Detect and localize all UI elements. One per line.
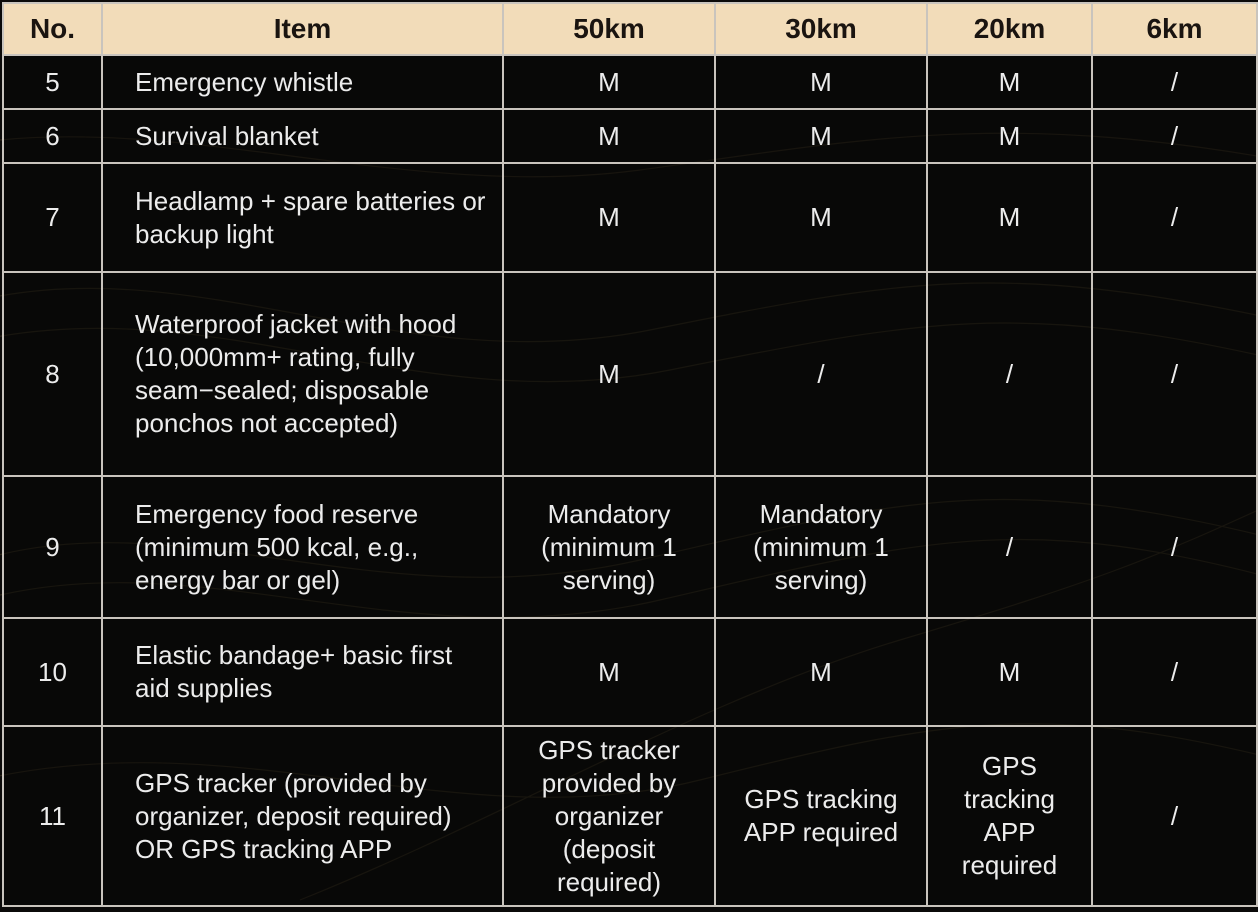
requirement-6km: / [1092,476,1257,618]
item-name: Survival blanket [102,109,503,163]
requirement-50km: M [503,618,715,726]
table-row [3,55,1257,109]
table-header-row [3,3,1257,55]
column-header-item: Item [102,3,503,55]
table-row [3,163,1257,272]
requirement-30km: / [715,272,927,476]
row-number: 10 [3,618,102,726]
requirement-50km: M [503,109,715,163]
table-row [3,618,1257,726]
row-number: 5 [3,55,102,109]
table-row [3,726,1257,906]
requirement-30km: Mandatory (minimum 1 serving) [715,476,927,618]
row-number: 8 [3,272,102,476]
requirement-20km: M [927,109,1092,163]
item-name: Waterproof jacket with hood (10,000mm+ rating, fully seam−sealed; disposable ponchos not accepted) [102,272,503,476]
mandatory-gear-table [2,2,1258,907]
requirement-50km: GPS tracker provided by organizer (deposit required) [503,726,715,906]
requirement-30km: M [715,618,927,726]
row-number: 11 [3,726,102,906]
item-name: GPS tracker (provided by organizer, deposit required) OR GPS tracking APP [102,726,503,906]
requirement-6km: / [1092,726,1257,906]
requirement-50km: M [503,163,715,272]
requirement-50km: M [503,272,715,476]
table-row [3,272,1257,476]
column-header-20km: 20km [927,3,1092,55]
requirement-6km: / [1092,272,1257,476]
row-number: 9 [3,476,102,618]
item-name: Elastic bandage+ basic first aid supplies [102,618,503,726]
column-header-6km: 6km [1092,3,1257,55]
table-row [3,476,1257,618]
requirement-20km: M [927,55,1092,109]
requirement-30km: M [715,109,927,163]
requirement-6km: / [1092,163,1257,272]
requirement-20km: M [927,163,1092,272]
requirement-20km: M [927,618,1092,726]
requirement-30km: GPS tracking APP required [715,726,927,906]
item-name: Emergency whistle [102,55,503,109]
requirement-50km: Mandatory (minimum 1 serving) [503,476,715,618]
requirement-30km: M [715,163,927,272]
requirement-20km: / [927,476,1092,618]
row-number: 7 [3,163,102,272]
row-number: 6 [3,109,102,163]
requirement-6km: / [1092,55,1257,109]
requirement-30km: M [715,55,927,109]
column-header-50km: 50km [503,3,715,55]
requirement-6km: / [1092,618,1257,726]
requirement-20km: GPS tracking APP required [927,726,1092,906]
requirement-50km: M [503,55,715,109]
column-header-30km: 30km [715,3,927,55]
item-name: Emergency food reserve (minimum 500 kcal, e.g., energy bar or gel) [102,476,503,618]
requirement-6km: / [1092,109,1257,163]
column-header-no: No. [3,3,102,55]
table-row [3,109,1257,163]
item-name: Headlamp + spare batteries or backup light [102,163,503,272]
requirement-20km: / [927,272,1092,476]
